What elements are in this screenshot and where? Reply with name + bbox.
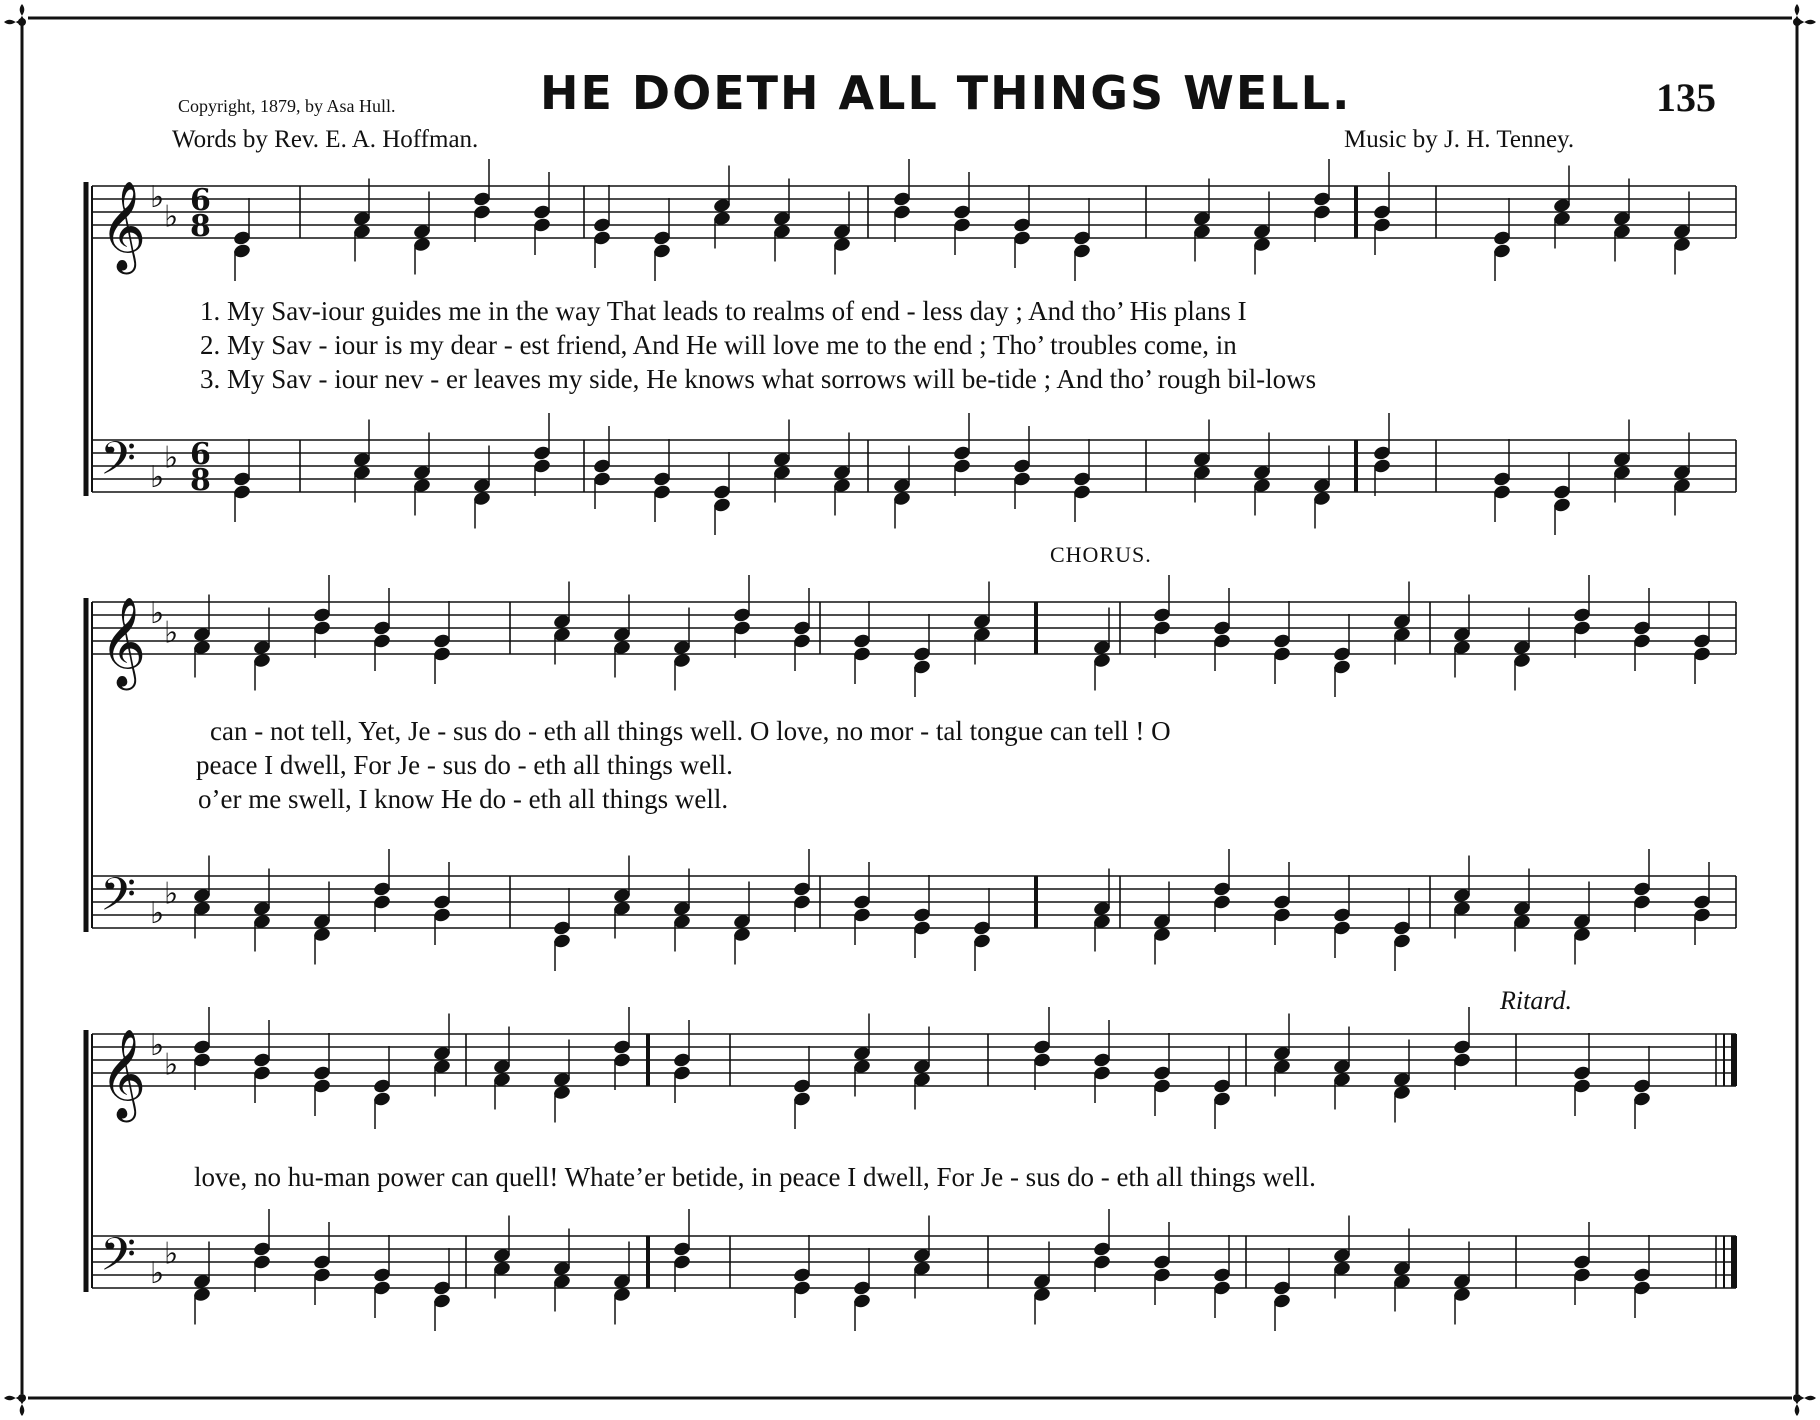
chorus-marking: CHORUS. (1050, 542, 1152, 567)
page-number: 135 (1656, 75, 1716, 120)
time-signature-denominator: 8 (190, 209, 211, 244)
ritard-marking: Ritard. (1500, 986, 1572, 1015)
bass-clef-icon: 𝄢 (100, 1228, 137, 1293)
time-signature-numerator: 6 (190, 437, 211, 472)
flat-icon: ♭ (164, 1236, 179, 1272)
bass-clef-icon: 𝄢 (100, 432, 137, 497)
flat-icon: ♭ (150, 896, 165, 931)
treble-clef-icon: 𝄞 (100, 1029, 147, 1119)
time-signature-numerator: 6 (190, 183, 211, 218)
time-signature-denominator: 8 (190, 463, 211, 498)
flat-icon: ♭ (164, 199, 179, 235)
lyric-line-chorus: love, no hu-man power can quell! Whate’er betide, in peace I dwell, For Je - sus do - eth all things well. (194, 1162, 1316, 1192)
lyric-line-verse2: 2. My Sav - iour is my dear - est friend, And He will love me to the end ; Tho’ troubles come, in (200, 330, 1237, 360)
flat-icon: ♭ (150, 460, 165, 495)
lyric-line-verse3: o’er me swell, I know He do - eth all things well. (198, 784, 729, 814)
flat-icon: ♭ (150, 1028, 165, 1063)
flat-icon: ♭ (164, 440, 179, 476)
flat-icon: ♭ (164, 1047, 179, 1083)
lyric-line-verse3: 3. My Sav - iour nev - er leaves my side, He knows what sorrows will be-tide ; And tho’ rough bil-lows (200, 364, 1317, 394)
treble-clef-icon: 𝄞 (100, 597, 147, 687)
copyright-notice: Copyright, 1879, by Asa Hull. (178, 96, 396, 116)
lyric-line-verse1: can - not tell, Yet, Je - sus do - eth all things well. O love, no mor - tal tongue can tell ! O (210, 716, 1171, 746)
flat-icon: ♭ (150, 596, 165, 631)
music-credit: Music by J. H. Tenney. (1344, 126, 1575, 153)
flat-icon: ♭ (150, 1256, 165, 1291)
words-credit: Words by Rev. E. A. Hoffman. (172, 126, 479, 153)
hymn-title: HE DOETH ALL THINGS WELL. (540, 66, 1352, 120)
lyric-line-verse1: 1. My Sav-iour guides me in the way That leads to realms of end - less day ; And tho’ His plans I (200, 296, 1247, 326)
flat-icon: ♭ (164, 615, 179, 651)
lyric-line-verse2: peace I dwell, For Je - sus do - eth all things well. (196, 750, 733, 780)
treble-clef-icon: 𝄞 (100, 181, 147, 271)
flat-icon: ♭ (164, 876, 179, 912)
flat-icon: ♭ (150, 180, 165, 215)
bass-clef-icon: 𝄢 (100, 868, 137, 933)
